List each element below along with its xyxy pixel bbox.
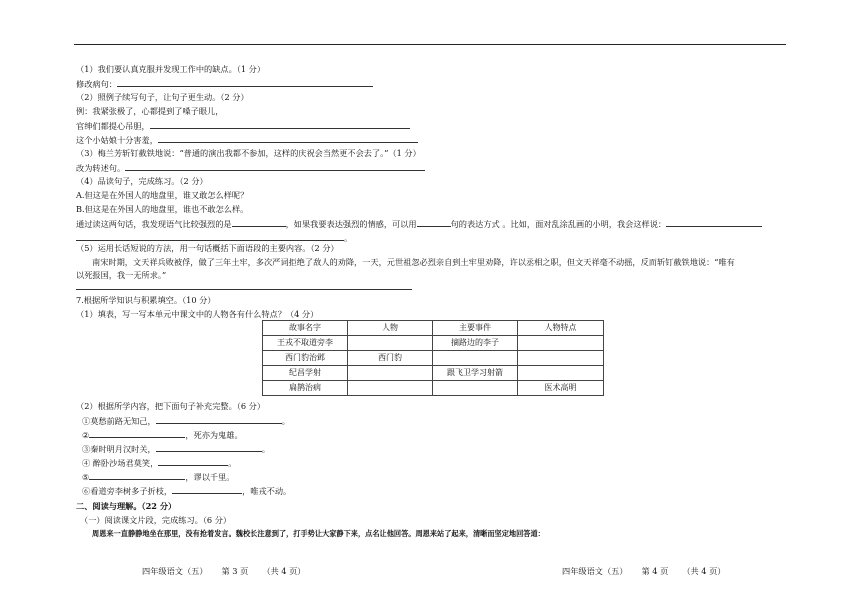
- table-cell-blank[interactable]: [518, 351, 604, 366]
- footer-page-number: 第 4 页: [641, 566, 669, 576]
- table-cell-blank[interactable]: [348, 366, 433, 381]
- table-cell: 西门豹治邺: [263, 351, 348, 366]
- q6-item1-fix: 修改病句：: [76, 78, 373, 89]
- q6-item4-compare: 通过读这两句话，我发现语气比较强烈的是 ，如果我要表达强烈的情感，可以用 句的表达方式 。比如，面对乱涂乱画的小明，我会这样说：: [76, 218, 762, 229]
- answer-blank[interactable]: [76, 232, 344, 241]
- answer-blank[interactable]: [117, 78, 373, 87]
- poem-line-4: ④ 醉卧沙场君莫笑， 。: [82, 458, 237, 468]
- answer-blank[interactable]: [666, 218, 762, 227]
- q6-item1: （1）我们要认真克服并发现工作中的缺点。（1 分）: [76, 64, 266, 74]
- q6-item3-task: 改为转述句。: [76, 162, 425, 173]
- q6-item5-passage: 南宋时期，文天祥兵败被俘，做了三年土牢，多次严词拒绝了敌人的劝降，一天，元世祖忽必烈亲自到土牢里劝降，许以丞相之职，但文天祥毫不动摇，反而斩钉截铁地说：“唯有: [92, 257, 735, 267]
- q6-item2: （2）照例子续写句子，让句子更生动。（2 分）: [76, 92, 249, 102]
- q6-item3: （3）梅兰芳斩钉截铁地说：“普通的演出我都不参加，这样的庆祝会当然更不会去了。”（1 分）: [76, 148, 421, 158]
- poem-line-2: ② ，死亦为鬼雄。: [82, 430, 243, 440]
- table-cell: 摘路边的李子: [433, 336, 518, 351]
- table-header: 人物: [348, 321, 433, 336]
- answer-blank[interactable]: [89, 429, 185, 438]
- q6-item4-continue: 。: [76, 232, 352, 243]
- q6-item2-example2: 官绅们都提心吊胆，: [76, 120, 410, 131]
- answer-blank[interactable]: [156, 415, 282, 424]
- answer-blank[interactable]: [172, 485, 242, 494]
- footer-total-pages: （共 4 页）: [682, 566, 726, 576]
- table-row: [263, 381, 604, 396]
- footer-course: 四年级语文（五）: [142, 566, 208, 576]
- table-cell-blank[interactable]: [348, 336, 433, 351]
- answer-blank[interactable]: [158, 457, 228, 466]
- answer-blank[interactable]: [156, 443, 262, 452]
- answer-blank[interactable]: [417, 218, 451, 227]
- q7-part2: （2）根据所学内容，把下面句子补充完整。（6 分）: [76, 401, 266, 411]
- q7-title: 7.根据所学知识与积累填空。（10 分）: [76, 295, 216, 305]
- answer-blank[interactable]: [76, 281, 412, 290]
- poem-line-6: ⑥看道旁李树多子折枝， ，唯戎不动。: [82, 486, 292, 496]
- answer-blank[interactable]: [232, 218, 286, 227]
- footer-page-number: 第 3 页: [221, 566, 249, 576]
- q7-part1: （1）填表，写一写本单元中课文中的人物各有什么特点？（4 分）: [76, 309, 319, 319]
- table-cell-blank[interactable]: [348, 381, 433, 396]
- footer-total-pages: （共 4 页）: [262, 566, 306, 576]
- footer-page-3: [142, 566, 319, 577]
- table-cell: 医术高明: [518, 381, 604, 396]
- table-cell-blank[interactable]: [518, 336, 604, 351]
- table-cell: 西门豹: [348, 351, 433, 366]
- poem-line-3: ③秦时明月汉时关， 。: [82, 444, 270, 454]
- table-row: [263, 366, 604, 381]
- answer-blank[interactable]: [158, 134, 418, 143]
- table-cell: 跟飞卫学习射箭: [433, 366, 518, 381]
- table-cell: 扁鹊治病: [263, 381, 348, 396]
- q6-item2-question: 这个小姑娘十分害羞，: [76, 134, 418, 145]
- table-header: 人物特点: [518, 321, 604, 336]
- q6-item5-answer: [76, 281, 412, 292]
- answer-blank[interactable]: [89, 471, 185, 480]
- poem-line-5: ⑤ ，谬以千里。: [82, 472, 235, 482]
- q6-item4: （4）品读句子，完成练习。（2 分）: [76, 176, 208, 186]
- poem-line-1: ①莫愁前路无知己， 。: [82, 416, 290, 426]
- table-cell-blank[interactable]: [433, 381, 518, 396]
- table-cell: 纪昌学射: [263, 366, 348, 381]
- q6-item4-option-b: B.但这是在外国人的地盘里，谁也不敢怎么样。: [76, 204, 249, 214]
- table-row: [263, 351, 604, 366]
- footer-course: 四年级语文（五）: [562, 566, 628, 576]
- table-cell-blank[interactable]: [433, 351, 518, 366]
- table-header-row: [263, 321, 604, 336]
- q6-item5: （5）运用长话短说的方法，用一句话概括下面语段的主要内容。（2 分）: [76, 243, 339, 253]
- part2-title: 二、阅读与理解。（22 分）: [76, 501, 177, 511]
- q6-item2-example1: 例：我紧张极了，心都提到了嗓子眼儿，: [76, 106, 224, 116]
- table-header: 故事名字: [263, 321, 348, 336]
- q6-item4-option-a: A.但这是在外国人的地盘里，谁又敢怎么样呢？: [76, 190, 249, 200]
- footer-page-4: [562, 566, 739, 577]
- q6-item5-passage-end: 以死报国，我一无所求。”: [76, 270, 167, 280]
- table-header: 主要事件: [433, 321, 518, 336]
- table-cell: 王戎不取道旁李: [263, 336, 348, 351]
- reading-passage: 周恩来一直静静地坐在那里，没有抢着发言。魏校长注意到了，打手势让大家静下来，点名让他回答。周恩来站了起来，清晰而坚定地回答道：: [92, 529, 545, 538]
- table-row: [263, 336, 604, 351]
- example-underline: [150, 120, 410, 129]
- top-rule: [74, 44, 786, 45]
- character-table: [262, 320, 604, 396]
- table-cell-blank[interactable]: [518, 366, 604, 381]
- part2-subtitle: （一）阅读课文片段，完成练习。（6 分）: [80, 515, 232, 525]
- answer-blank[interactable]: [125, 162, 425, 171]
